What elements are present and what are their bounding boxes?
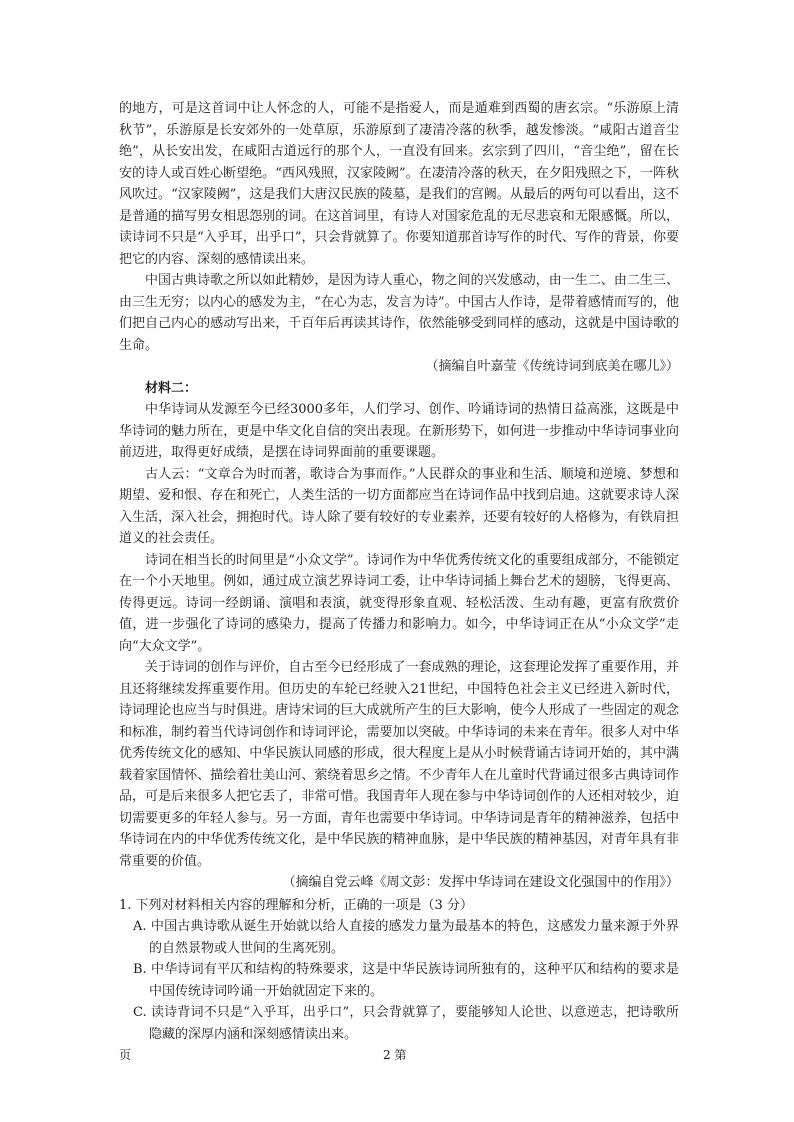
material2-paragraph-4: 关于诗词的创作与评价，自古至今已经形成了一套成熟的理论，这套理论发挥了重要作用，并且还将继续发挥重要作用。但历史的车轮已经驶入21世纪，中国特色社会主义已经进入新时代，诗词理论也应当与时俱进。唐诗宋词的巨大成就所产生的巨大影响，使今人形成了一些固定的观念和标准，制约着当代诗词创作和诗词评论，需要加以突破。中华诗词的未来在青年。很多人对中华优秀传统文化的感知、中华民族认同感的形成，很大程度上是从小时候背诵古诗词开始的，其中满载着家国情怀、描绘着壮美山河、萦绕着思乡之情。不少青年人在儿童时代背诵过很多古典诗词作品，可是后来很多人把它丢了，非常可惜。我国青年人现在参与中华诗词创作的人还相对较少，迫切需要更多的年轻人参与。另一方面，青年也需要中华诗词。中华诗词是青年的精神滋养，包括中华诗词在内的中华优秀传统文化，是中华民族的精神血脉，是中华民族的精神基因，对青年具有非常重要的价值。 — [119, 660, 679, 869]
footer-page-number: 2 第 — [383, 1048, 407, 1062]
material2-title: 材料二： — [145, 380, 198, 396]
material1-source: （摘编自叶嘉莹《传统诗词到底美在哪儿》） — [425, 359, 679, 374]
question-1-option-a: A. 中国古典诗歌从诞生开始就以给人直接的感发力量为最基本的特色，这感发力量来源于外界的自然景物或人世间的生离死别。 — [133, 919, 679, 956]
material1-paragraph-2: 中国古典诗歌之所以如此精妙，是因为诗人重心，物之间的兴发感动，由一生二、由二生三、由三生无穷；以内心的感发为主，“在心为志，发言为诗”。中国古人作诗，是带着感情而写的，他们把自己内心的感动写出来，千百年后再读其诗作，依然能够受到同样的感动，这就是中国诗歌的生命。 — [119, 273, 679, 353]
material2-paragraph-2: 古人云：“文章合为时而著，歌诗合为事而作。”人民群众的事业和生活、顺境和逆境、梦想和期望、爱和恨、存在和死亡，人类生活的一切方面都应当在诗词作品中找到启迪。这就要求诗人深入生活，深入社会，拥抱时代。诗人除了要有较好的专业素养，还要有较好的人格修为，有铁肩担道义的社会责任。 — [119, 466, 679, 546]
material2-paragraph-1: 中华诗词从发源至今已经3000多年，人们学习、创作、吟诵诗词的热情日益高涨，这既是中华诗词的魅力所在，更是中华文化自信的突出表现。在新形势下，如何进一步推动中华诗词事业向前迈进，取得更好成绩，是摆在诗词界面前的重要课题。 — [119, 402, 679, 460]
question-1-option-c: C. 读诗背词不只是“入乎耳，出乎口”，只会背就算了，要能够知人论世、以意逆志，把诗歌所隐藏的深厚内涵和深刻感情读出来。 — [133, 1005, 679, 1042]
footer-page-label: 页 — [119, 1048, 132, 1062]
material1-paragraph-1: 的地方，可是这首词中让人怀念的人，可能不是指爱人，而是遁难到西蜀的唐玄宗。“乐游原上清秋节”，乐游原是长安郊外的一处草原，乐游原到了凄清冷落的秋季，越发惨淡。“咸阳古道音尘绝”，从长安出发，在咸阳古道远行的那个人，一直没有回来。玄宗到了四川，“音尘绝”，留在长安的诗人或百姓心断望绝。“西风残照，汉家陵阙”。在凄清冷落的秋天，在夕阳残照之下，一阵秋风吹过。“汉家陵阙”，这是我们大唐汉民族的陵墓，是我们的宫阙。从最后的两句可以看出，这不是普通的描写男女相思怨别的词。在这首词里，有诗人对国家危乱的无尽悲哀和无限感慨。所以，读诗词不只是“入乎耳，出乎口”，只会背就算了。你要知道那首诗写作的时代、写作的背景，你要把它的内容、深刻的感情读出来。 — [119, 101, 679, 267]
question-1-option-b: B. 中华诗词有平仄和结构的特殊要求，这是中华民族诗词所独有的，这种平仄和结构的要求是中国传统诗词吟诵一开始就固定下来的。 — [133, 962, 679, 999]
question-1-stem: 1. 下列对材料相关内容的理解和分析，正确的一项是（3 分） — [119, 897, 473, 913]
material2-paragraph-3: 诗词在相当长的时间里是“小众文学”。诗词作为中华优秀传统文化的重要组成部分，不能锁定在一个小天地里。例如，通过成立演艺界诗词工委，让中华诗词插上舞台艺术的翅膀，飞得更高、传得更远。诗词一经朗诵、演唱和表演，就变得形象直观、轻松活泼、生动有趣，更富有欣赏价值，进一步强化了诗词的感染力，提高了传播力和影响力。如今，中华诗词正在从“小众文学”走向“大众文学”。 — [119, 552, 679, 654]
page-content — [119, 98, 679, 1045]
material2-source: （摘编自党云峰《周文彭：发挥中华诗词在建设文化强国中的作用》） — [282, 875, 679, 890]
